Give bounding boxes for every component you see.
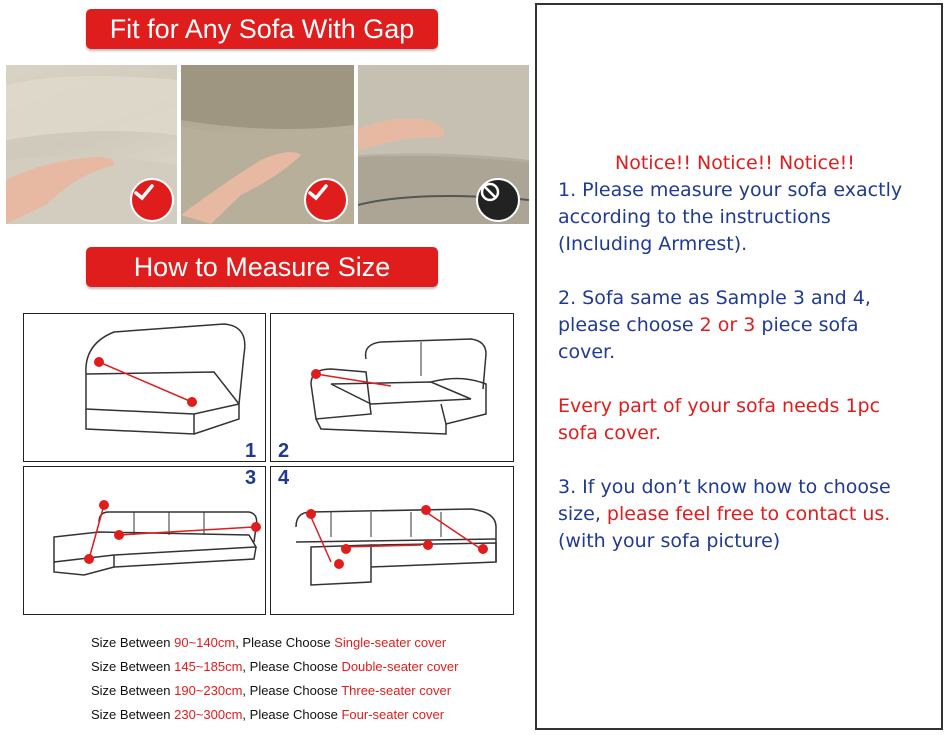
measure-banner: How to Measure Size [86,247,438,287]
notice-title: Notice!! Notice!! Notice!! [615,152,855,174]
size-range: 145~185cm [174,659,243,674]
size-range: 190~230cm [174,683,243,698]
notice-p4-text-a: size, [558,503,607,525]
size-row [91,658,459,682]
size-cover: Double-seater cover [341,659,459,674]
notice-p2-text-a: please choose [558,314,700,336]
size-cover: Single-seater cover [334,635,447,650]
notice-p4-line3: (with your sofa picture) [558,530,781,552]
notice-p2-text-c: piece sofa [755,314,859,336]
check-icon [304,178,348,222]
sample-photo-2 [181,65,354,224]
size-range: 90~140cm [174,635,236,650]
diagram-armless-sofa [23,313,266,462]
size-prefix: Size Between [91,707,175,722]
notice-p2-line2 [558,314,858,336]
notice-p3-line2: sofa cover. [558,422,662,444]
notice-p2-line3: cover. [558,341,616,363]
check-icon [130,178,174,222]
notice-p1-line2: according to the instructions [558,206,831,228]
size-row [91,706,459,730]
size-row [91,682,459,706]
diagram-number-1: 1 [245,440,257,462]
size-middle: , Please Choose [242,659,342,674]
notice-p4-line2 [558,503,890,525]
size-cover: Three-seater cover [341,683,452,698]
diagram-number-4: 4 [278,467,290,489]
notice-panel [535,3,943,730]
diagram-number-3: 3 [245,467,257,489]
size-prefix: Size Between [91,659,175,674]
sample-photo-3 [358,65,529,224]
diagram-l-shaped-sofa [23,466,266,615]
size-middle: , Please Choose [242,707,342,722]
fit-banner: Fit for Any Sofa With Gap [86,9,438,49]
size-range: 230~300cm [174,707,243,722]
size-prefix: Size Between [91,683,175,698]
size-guide [91,634,459,730]
size-prefix: Size Between [91,635,175,650]
notice-p4-highlight: please feel free to contact us. [606,503,891,525]
sample-photo-1 [6,65,177,224]
notice-p1-line3: (Including Armrest). [558,233,748,255]
size-row [91,634,459,658]
prohibited-icon [476,178,520,222]
size-middle: , Please Choose [235,635,335,650]
notice-p2-line1: 2. Sofa same as Sample 3 and 4, [558,287,871,309]
notice-p3-line1: Every part of your sofa needs 1pc [558,395,881,417]
diagram-u-shaped-sofa [270,466,514,615]
notice-p1-line1: 1. Please measure your sofa exactly [558,179,903,201]
notice-p2-highlight: 2 or 3 [699,314,756,336]
size-middle: , Please Choose [242,683,342,698]
diagram-two-seat-sofa [270,313,514,462]
notice-p4-line1: 3. If you don’t know how to choose [558,476,891,498]
size-cover: Four-seater cover [341,707,445,722]
diagram-number-2: 2 [278,440,290,462]
